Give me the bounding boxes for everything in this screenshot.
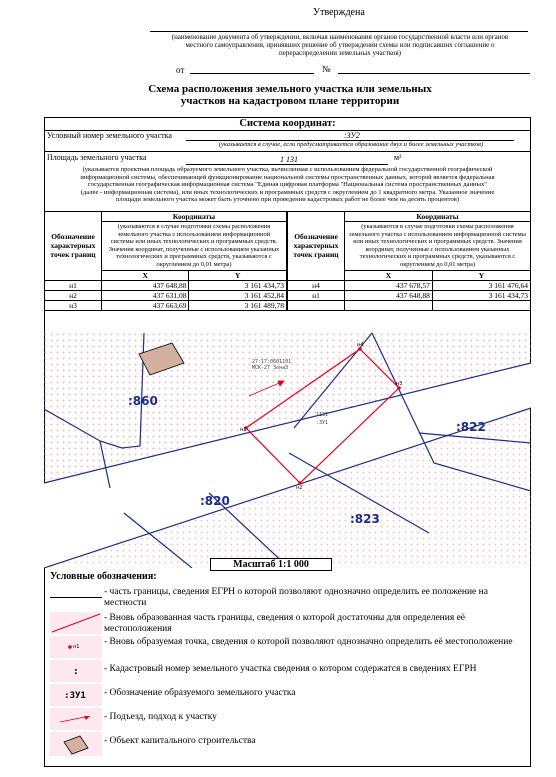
legend-sym-existing [50, 597, 102, 598]
parcel-label-822: :822 [456, 420, 486, 434]
coords-table-right [287, 211, 531, 311]
legend-item: - Вновь образованная часть границы, сведения о которой достаточны для определения её местоположения [104, 613, 466, 634]
area-note: (указывается проектная площадь образуемого земельного участка, вычисленная с использованием федеральной государственной географической информационной системы, обеспечивающей функционирование национальной системы пространственных данных, которой является федеральная государственная географическая информационная система "Единая цифровая платформа "Национальная система пространственных данных" (далее - информационная система), или иных технологических и программных средств с округлением до 1 квадратного метра. Указанное значение площади земельного участка может быть уточнено при проведении кадастровых работ не более чем на десять процентов) [80, 166, 495, 204]
quarter-label: 27:17:0601101 [252, 359, 292, 365]
parcel-label-823: :823 [350, 512, 380, 526]
point-label-n2: н2 [296, 485, 303, 491]
area-label: Площадь земельного участка [47, 153, 147, 162]
legend-item: - Подъезд, подход к участку [104, 712, 217, 722]
zone-label: МСК-27 Зона3 [252, 365, 289, 371]
approved-label: Утверждена [313, 7, 365, 18]
parcel-label-820: :820 [200, 494, 230, 508]
number-label: № [322, 64, 331, 74]
legend-sym-new-point [50, 636, 102, 658]
table-row: н2 437 631,08 3 161 452,84 [45, 290, 287, 300]
conditional-number-label: Условный номер земельного участка [47, 131, 172, 140]
col-point-header: Обозначение характерных точек границ [288, 212, 345, 281]
from-label: от [176, 65, 185, 75]
svg-text:н1: н1 [73, 644, 80, 650]
area-value: 1 131 [280, 155, 298, 164]
col-y: Y [189, 270, 287, 280]
coords-note: (указываются в случае подготовки схемы расположения земельного участка с использованием информационной системы или иных технологических и программных средств. Значения координат, полученные с использованием указанных технологических и программных средств, указываются с округлением до 0,01 метра) [102, 222, 287, 271]
svg-text::ЗУ1: :ЗУ1 [64, 691, 86, 701]
table-row: н4 437 678,57 3 161 476,64 [288, 280, 531, 290]
conditional-number-note: (указывается в случае, если предусматривается образование двух и более земельных участков) [218, 141, 484, 148]
legend-sym-access [50, 708, 102, 730]
legend-sym-building [50, 732, 102, 756]
conditional-number-value: :ЗУ2 [344, 131, 360, 140]
legend-item: - часть границы, сведения ЕГРН о которой позволяют однозначно определить ее положение на местности [104, 587, 488, 608]
table-row: н1 437 648,88 3 161 434,73 [45, 280, 287, 290]
legend-item: - Объект капитального строительства [104, 736, 256, 746]
legend-item: - Кадастровый номер земельного участка сведения о котором содержатся в сведениях ЕГРН [104, 664, 477, 674]
scale-label: Масштаб 1:1 000 [210, 558, 332, 571]
table-row: н1 437 648,88 3 161 434,73 [288, 290, 531, 300]
legend-item: - Обозначение образуемого земельного участка [104, 688, 296, 698]
cadastral-map [44, 333, 531, 568]
col-coords-header: Координаты [102, 212, 287, 222]
coord-system-label: Система координат: [239, 118, 336, 129]
approval-note: (наименование документа об утверждении, включая наименования органов государственной власти или органов местного самоуправления, принявших решение об утверждении схемы или подписавших соглашение о перераспределении земельных участков) [171, 33, 509, 57]
point-label-n3: н3 [396, 381, 403, 387]
legend-title: Условные обозначения: [50, 571, 157, 582]
coords-table-left [44, 211, 287, 311]
zu-label-map: :ЗУ1 [316, 420, 329, 426]
col-point-header: Обозначение характерных точек границ [45, 212, 102, 281]
number-line [338, 73, 530, 74]
legend-sym-zu [50, 684, 102, 706]
table-row [288, 300, 531, 310]
table-row: н3 437 663,69 3 161 489,78 [45, 300, 287, 310]
parcel-label-860: :860 [128, 394, 158, 408]
col-x: X [345, 270, 433, 280]
point-label-n1: н1 [240, 427, 247, 433]
legend-sym-cadastral [50, 660, 102, 682]
area-label-map: 1131 [316, 412, 329, 418]
col-coords-header: Координаты [345, 212, 531, 222]
svg-text::: : [74, 667, 78, 677]
col-y: Y [432, 270, 530, 280]
legend-item: - Вновь образуемая точка, сведения о которой позволяют однозначно определить её местоположение [104, 637, 513, 647]
coords-note: (указываются в случае подготовки схемы расположения земельного участка с использованием информационной системы или иных технологических и программных средств. Значения координат, полученные с использованием указанных технологических и программных средств, указываются с округлением до 0,01 метра) [345, 222, 531, 271]
page-title: Схема расположения земельного участка или земельных участков на кадастровом плане территории [148, 83, 432, 107]
approval-line [150, 31, 528, 32]
col-x: X [102, 270, 189, 280]
area-unit: м² [394, 153, 402, 162]
from-line [190, 73, 314, 74]
point-label-n4: н4 [357, 342, 364, 348]
legend-sym-new-boundary [50, 612, 102, 634]
